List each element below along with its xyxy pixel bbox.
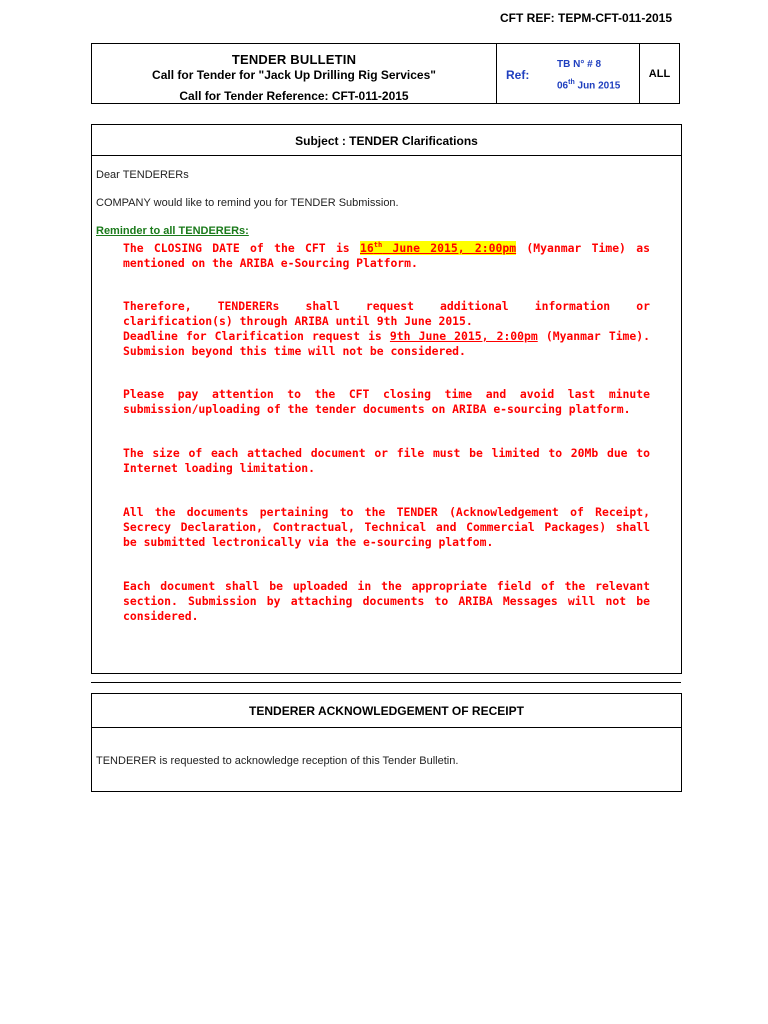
call-for-tender-line: Call for Tender for "Jack Up Drilling Rig Services" <box>152 68 436 82</box>
clarification-text: Therefore, TENDERERs shall request additional information or clarification(s) through ARIBA until 9th June 2015. <box>123 299 650 328</box>
closing-date-day: 16 <box>360 240 374 255</box>
acknowledgement-text: TENDERER is requested to acknowledge reception of this Tender Bulletin. <box>96 755 459 767</box>
tender-reference-line: Call for Tender Reference: CFT-011-2015 <box>179 89 409 103</box>
reminder-label: Reminder to all TENDERERs: <box>96 225 249 237</box>
deadline-after: (Myanmar Time). Submision beyond this time will not be considered. <box>123 329 650 358</box>
tb-date-rest: Jun 2015 <box>574 80 621 92</box>
acknowledgement-section <box>91 693 682 792</box>
bulletin-header <box>91 43 680 104</box>
bulletin-ref-block <box>497 44 640 103</box>
subject-section <box>91 124 682 674</box>
upload-paragraph: Each document shall be uploaded in the appropriate field of the relevant section. Submission by attaching documents to ARIBA Messages will not be considered. <box>123 579 650 623</box>
closing-date-after: (Myanmar Time) as mentioned on the ARIBA e-Sourcing Platform. <box>123 240 650 270</box>
deadline-date: 9th June 2015, 2:00pm <box>389 329 538 343</box>
clarification-paragraph <box>123 299 650 359</box>
tb-date <box>557 79 620 91</box>
closing-date-rest: June 2015, 2:00pm <box>382 240 517 255</box>
distribution-cell <box>640 44 679 103</box>
deadline-before: Deadline for Clarification request is <box>123 329 390 343</box>
distribution-label: ALL <box>648 67 671 80</box>
closing-date-highlight <box>360 241 516 255</box>
acknowledgement-title: TENDERER ACKNOWLEDGEMENT OF RECEIPT <box>92 694 681 728</box>
tb-date-day: 06 <box>557 80 569 92</box>
closing-date-before: The CLOSING DATE of the CFT is <box>123 240 361 255</box>
documents-paragraph: All the documents pertaining to the TENDER (Acknowledgement of Receipt, Secrecy Declaration, Contractual, Technical and Commercial Packages) shall be submitted lectronically via the e-sourcing platfom. <box>123 505 650 549</box>
greeting: Dear TENDERERs <box>96 169 189 181</box>
tb-date-suffix: th <box>568 79 575 86</box>
subject-title: Subject : TENDER Clarifications <box>92 125 681 156</box>
section-divider <box>91 682 681 683</box>
file-size-paragraph: The size of each attached document or file must be limited to 20Mb due to Internet loading limitation. <box>123 446 650 475</box>
bulletin-title-block <box>92 44 497 103</box>
bulletin-title: TENDER BULLETIN <box>231 52 357 67</box>
ref-label: Ref: <box>506 68 530 82</box>
closing-time-paragraph: Please pay attention to the CFT closing time and avoid last minute submission/uploading of the tender documents on ARIBA e-sourcing platform. <box>123 387 650 416</box>
closing-date-paragraph <box>123 238 650 271</box>
cft-reference: CFT REF: TEPM-CFT-011-2015 <box>500 11 673 25</box>
tb-number: TB N° # 8 <box>557 59 602 70</box>
intro-text: COMPANY would like to remind you for TENDER Submission. <box>96 197 399 209</box>
closing-date-suffix: th <box>373 241 383 249</box>
